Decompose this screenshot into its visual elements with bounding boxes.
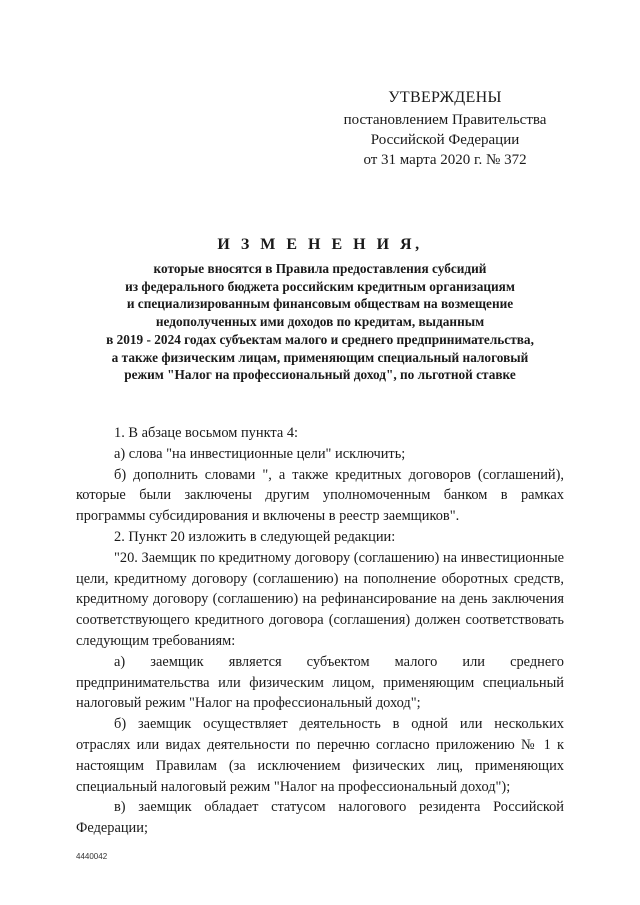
subtitle-line: и специализированным финансовым обществам на возмещение xyxy=(126,296,514,312)
approval-line-1: постановлением Правительства xyxy=(343,112,547,128)
paragraph: а) слова "на инвестиционные цели" исключить; xyxy=(114,445,406,462)
subtitle-line: а также физическим лицам, применяющим специальный налоговый xyxy=(111,349,529,365)
subtitle-line: которые вносятся в Правила предоставления субсидий xyxy=(153,261,487,276)
paragraph: б) дополнить словами ", а также кредитных договоров (соглашений), которые были заключены другим уполномоченным банком в рамках программы субсидирования и включены в реестр заемщиков". xyxy=(76,466,564,525)
approval-stamp xyxy=(330,88,560,170)
paragraph: 2. Пункт 20 изложить в следующей редакции: xyxy=(114,528,396,545)
paragraph: 1. В абзаце восьмом пункта 4: xyxy=(114,425,299,441)
document-code: 4440042 xyxy=(76,852,108,861)
subtitle-line: в 2019 - 2024 годах субъектам малого и среднего предпринимательства, xyxy=(106,331,534,347)
approval-heading: УТВЕРЖДЕНЫ xyxy=(388,89,502,106)
document-body xyxy=(76,423,564,839)
subtitle-line: недополученных ими доходов по кредитам, выданным xyxy=(155,314,485,330)
paragraph: а) заемщик является субъектом малого или среднего предпринимательства или физическим лицом, применяющим специальный налоговый режим "Налог на профессиональный доход"; xyxy=(76,653,564,712)
document-title: И З М Е Н Е Н И Я, xyxy=(217,236,423,253)
subtitle-line: из федерального бюджета российским кредитным организациям xyxy=(125,278,515,294)
paragraph: "20. Заемщик по кредитному договору (соглашению) на инвестиционные цели, кредитному договору (соглашению) на пополнение оборотных средств, кредитному договору (соглашению) на рефинансирование на день заключения соответствующего кредитного договора (соглашения) должен соответствовать следующим требованиям: xyxy=(76,549,564,649)
approval-line-3: от 31 марта 2020 г. № 372 xyxy=(363,152,527,168)
document-heading xyxy=(70,236,570,384)
approval-line-2: Российской Федерации xyxy=(370,132,520,148)
subtitle-line: режим "Налог на профессиональный доход", по льготной ставке xyxy=(124,367,516,383)
paragraph: в) заемщик обладает статусом налогового резидента Российской Федерации; xyxy=(76,799,564,837)
paragraph: б) заемщик осуществляет деятельность в одной или нескольких отраслях или видах деятельности по перечню согласно приложению № 1 к настоящим Правилам (за исключением физических лиц, применяющих специальный налоговый режим "Налог на профессиональный доход"); xyxy=(76,716,564,795)
document-subtitle xyxy=(70,260,570,384)
